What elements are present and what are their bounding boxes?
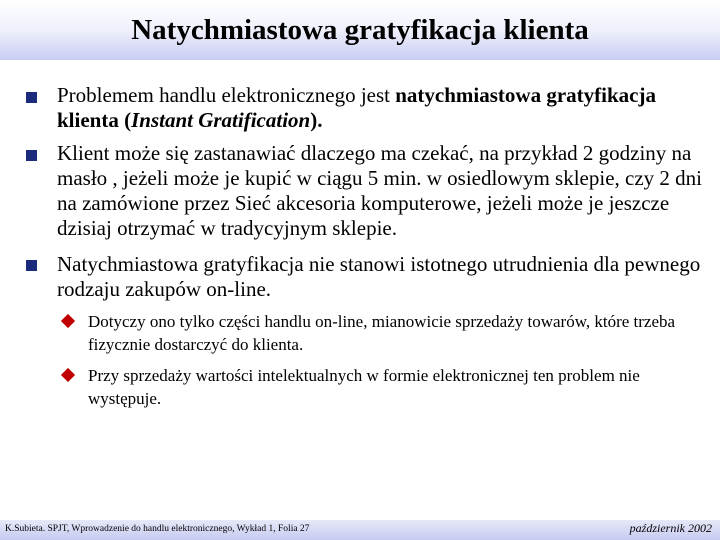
bullet-item-3: Natychmiastowa gratyfikacja nie stanowi istotnego utrudnienia dla pewnego rodzaju zakupów on-line. [57, 252, 701, 301]
bullet-square-icon [26, 150, 37, 161]
sub-bullet-item-2: Przy sprzedaży wartości intelektualnych w formie elektronicznej ten problem nie występuje. [88, 366, 640, 408]
bullet-square-icon [26, 92, 37, 103]
slide-header [0, 0, 720, 60]
bullet-item-1-italic: Instant Gratification [131, 108, 311, 132]
bullet-square-icon [26, 260, 37, 271]
bullet-item-1-paren-close: ). [310, 108, 323, 132]
diamond-bullet-icon [61, 368, 75, 382]
diamond-bullet-icon [61, 314, 75, 328]
footer-date: październik 2002 [629, 521, 712, 535]
bullet-item-2: Klient może się zastanawiać dlaczego ma czekać, na przykład 2 godziny na masło , jeżeli może je kupić w ciągu 5 min. w osiedlowym sklepie, czy 2 dni na zamówione przez Sieć akcesoria komputerowe, jeżeli może je jeszcze dzisiaj otrzymać w tradycyjnym sklepie. [57, 141, 703, 240]
bullet-item-1-bold: natychmiastowa gratyfikacja klienta [57, 83, 656, 132]
slide-title: Natychmiastowa gratyfikacja klienta [131, 14, 589, 46]
footer-citation: K.Subieta. SPJT, Wprowadzenie do handlu elektronicznego, Wykład 1, Folia 27 [5, 524, 310, 534]
bullet-item-1 [57, 83, 712, 133]
bullet-item-1-paren-open: ( [118, 108, 132, 132]
sub-bullet-item-1: Dotyczy ono tylko części handlu on-line, mianowicie sprzedaży towarów, które trzeba fizycznie dostarczyć do klienta. [88, 312, 676, 354]
bullet-item-1-text: Problemem handlu elektronicznego jest [57, 83, 396, 107]
